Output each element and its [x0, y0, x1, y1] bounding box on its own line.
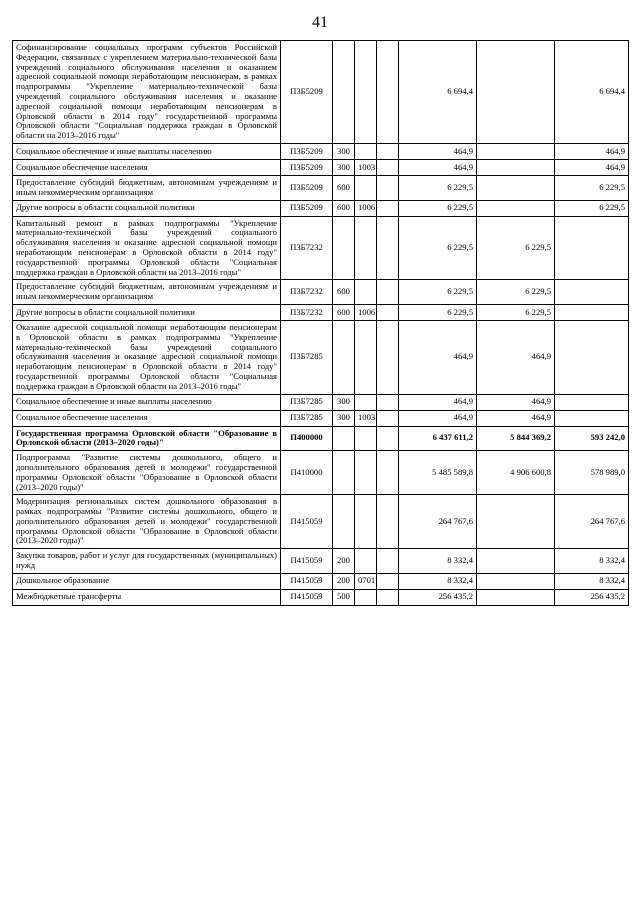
amount-regional-cell: 6 229,5	[477, 304, 555, 320]
target-code-cell: П415059	[281, 573, 333, 589]
section-code-cell	[355, 175, 377, 200]
row-name-cell: Предоставление субсидий бюджетным, автономным учреждениям и иным некоммерческим организациям	[13, 175, 281, 200]
page-number: 41	[312, 14, 328, 31]
amount-total-cell: 464,9	[399, 410, 477, 426]
section-code-cell	[355, 143, 377, 159]
row-name-cell: Софинансирование социальных программ субъектов Российской Федерации, связанных с укреплением материально-технической базы учреждений социального обслуживания населения и оказанием адресной социальной помощи неработающим пенсионерам, в рамках подпрограммы "Укрепление материально-технической базы учреждений социального обслуживания населения и оказание адресной социальной помощи неработающим пенсионерам в Орловской области в 2014 году" государственной программы Орловской области "Социальная поддержка граждан в Орловской области на 2013–2016 годы"	[13, 41, 281, 144]
amount-federal-cell	[555, 394, 629, 410]
subsection-cell	[377, 495, 399, 549]
amount-total-cell: 6 229,5	[399, 304, 477, 320]
amount-regional-cell: 6 229,5	[477, 280, 555, 305]
section-code-cell	[355, 394, 377, 410]
subsection-cell	[377, 410, 399, 426]
budget-table	[12, 40, 629, 606]
subsection-cell	[377, 41, 399, 144]
target-code-cell: П3Б5209	[281, 143, 333, 159]
target-code-cell: П3Б5209	[281, 200, 333, 216]
target-code-cell: П3Б7232	[281, 216, 333, 280]
amount-total-cell: 6 694,4	[399, 41, 477, 144]
table-row	[13, 320, 629, 394]
amount-regional-cell: 6 229,5	[477, 216, 555, 280]
amount-federal-cell	[555, 320, 629, 394]
table-row	[13, 41, 629, 144]
table-row	[13, 549, 629, 574]
expense-type-cell: 600	[333, 175, 355, 200]
amount-federal-cell: 578 989,0	[555, 451, 629, 495]
table-row	[13, 304, 629, 320]
subsection-cell	[377, 589, 399, 605]
amount-regional-cell	[477, 175, 555, 200]
expense-type-cell	[333, 495, 355, 549]
subsection-cell	[377, 320, 399, 394]
amount-regional-cell	[477, 589, 555, 605]
amount-federal-cell: 264 767,6	[555, 495, 629, 549]
section-code-cell	[355, 495, 377, 549]
target-code-cell: П3Б7232	[281, 280, 333, 305]
table-row	[13, 200, 629, 216]
row-name-cell: Предоставление субсидий бюджетным, автономным учреждениям и иным некоммерческим организациям	[13, 280, 281, 305]
row-name-cell: Межбюджетные трансферты	[13, 589, 281, 605]
target-code-cell: П400000	[281, 426, 333, 451]
expense-type-cell: 500	[333, 589, 355, 605]
amount-total-cell: 256 435,2	[399, 589, 477, 605]
amount-regional-cell	[477, 573, 555, 589]
amount-regional-cell: 4 906 600,8	[477, 451, 555, 495]
amount-federal-cell	[555, 304, 629, 320]
subsection-cell	[377, 426, 399, 451]
amount-total-cell: 8 332,4	[399, 549, 477, 574]
expense-type-cell	[333, 320, 355, 394]
section-code-cell	[355, 451, 377, 495]
amount-total-cell: 6 229,5	[399, 200, 477, 216]
subsection-cell	[377, 394, 399, 410]
amount-federal-cell: 6 229,5	[555, 200, 629, 216]
row-name-cell: Дошкольное образование	[13, 573, 281, 589]
target-code-cell: П3Б7285	[281, 410, 333, 426]
amount-total-cell: 8 332,4	[399, 573, 477, 589]
row-name-cell: Социальное обеспечение населения	[13, 159, 281, 175]
section-code-cell: 1006	[355, 200, 377, 216]
subsection-cell	[377, 573, 399, 589]
amount-federal-cell: 8 332,4	[555, 549, 629, 574]
section-code-cell: 1003	[355, 410, 377, 426]
target-code-cell: П415059	[281, 495, 333, 549]
amount-federal-cell: 6 229,5	[555, 175, 629, 200]
section-code-cell: 1003	[355, 159, 377, 175]
amount-federal-cell: 6 694,4	[555, 41, 629, 144]
subsection-cell	[377, 175, 399, 200]
expense-type-cell: 300	[333, 159, 355, 175]
amount-regional-cell: 464,9	[477, 410, 555, 426]
amount-federal-cell: 256 435,2	[555, 589, 629, 605]
target-code-cell: П3Б7285	[281, 320, 333, 394]
subsection-cell	[377, 451, 399, 495]
expense-type-cell	[333, 426, 355, 451]
section-code-cell	[355, 216, 377, 280]
amount-total-cell: 464,9	[399, 143, 477, 159]
section-code-cell: 0701	[355, 573, 377, 589]
amount-total-cell: 264 767,6	[399, 495, 477, 549]
amount-federal-cell	[555, 216, 629, 280]
expense-type-cell: 200	[333, 549, 355, 574]
table-row	[13, 495, 629, 549]
target-code-cell: П3Б7285	[281, 394, 333, 410]
section-code-cell	[355, 589, 377, 605]
subsection-cell	[377, 304, 399, 320]
table-row	[13, 410, 629, 426]
expense-type-cell	[333, 41, 355, 144]
amount-federal-cell	[555, 410, 629, 426]
row-name-cell: Социальное обеспечение и иные выплаты населению	[13, 143, 281, 159]
amount-regional-cell: 5 844 369,2	[477, 426, 555, 451]
target-code-cell: П410000	[281, 451, 333, 495]
table-row	[13, 216, 629, 280]
table-row	[13, 451, 629, 495]
subsection-cell	[377, 280, 399, 305]
amount-total-cell: 6 437 611,2	[399, 426, 477, 451]
expense-type-cell: 600	[333, 280, 355, 305]
row-name-cell: Социальное обеспечение населения	[13, 410, 281, 426]
section-code-cell	[355, 426, 377, 451]
section-code-cell	[355, 549, 377, 574]
target-code-cell: П3Б7232	[281, 304, 333, 320]
row-name-cell: Модернизация региональных систем дошкольного образования в рамках подпрограммы "Развитие системы дошкольного, общего и дополнительного образования детей и молодежи" государственной программы Орловской области "Образование в Орловской области (2013–2020 годы)"	[13, 495, 281, 549]
amount-total-cell: 464,9	[399, 394, 477, 410]
amount-total-cell: 5 485 589,8	[399, 451, 477, 495]
expense-type-cell: 200	[333, 573, 355, 589]
table-row	[13, 175, 629, 200]
expense-type-cell	[333, 216, 355, 280]
subsection-cell	[377, 143, 399, 159]
table-row	[13, 159, 629, 175]
table-row	[13, 394, 629, 410]
amount-regional-cell: 464,9	[477, 394, 555, 410]
amount-total-cell: 6 229,5	[399, 216, 477, 280]
target-code-cell: П3Б5209	[281, 159, 333, 175]
amount-regional-cell	[477, 159, 555, 175]
amount-federal-cell: 464,9	[555, 159, 629, 175]
section-code-cell: 1006	[355, 304, 377, 320]
amount-federal-cell	[555, 280, 629, 305]
amount-federal-cell: 593 242,0	[555, 426, 629, 451]
amount-total-cell: 6 229,5	[399, 280, 477, 305]
amount-regional-cell	[477, 549, 555, 574]
table-row	[13, 426, 629, 451]
amount-federal-cell: 464,9	[555, 143, 629, 159]
amount-federal-cell: 8 332,4	[555, 573, 629, 589]
table-row	[13, 573, 629, 589]
amount-total-cell: 6 229,5	[399, 175, 477, 200]
table-row	[13, 280, 629, 305]
target-code-cell: П415059	[281, 549, 333, 574]
amount-regional-cell	[477, 41, 555, 144]
expense-type-cell: 600	[333, 304, 355, 320]
amount-total-cell: 464,9	[399, 320, 477, 394]
table-row	[13, 589, 629, 605]
amount-regional-cell	[477, 495, 555, 549]
expense-type-cell	[333, 451, 355, 495]
row-name-cell: Закупка товаров, работ и услуг для государственных (муниципальных) нужд	[13, 549, 281, 574]
expense-type-cell: 300	[333, 410, 355, 426]
row-name-cell: Государственная программа Орловской области "Образование в Орловской области (2013–2020 годы)"	[13, 426, 281, 451]
row-name-cell: Оказание адресной социальной помощи неработающим пенсионерам в Орловской области в рамках подпрограммы "Укрепление материально-технической базы учреждений социального обслуживания населения и оказание адресной социальной помощи неработающим пенсионерам в Орловской области в 2014 году" государственной программы Орловской области "Социальная поддержка граждан в Орловской области на 2013–2016 годы"	[13, 320, 281, 394]
amount-regional-cell	[477, 200, 555, 216]
row-name-cell: Другие вопросы в области социальной политики	[13, 304, 281, 320]
row-name-cell: Социальное обеспечение и иные выплаты населению	[13, 394, 281, 410]
table-row	[13, 143, 629, 159]
row-name-cell: Другие вопросы в области социальной политики	[13, 200, 281, 216]
subsection-cell	[377, 159, 399, 175]
target-code-cell: П415059	[281, 589, 333, 605]
amount-total-cell: 464,9	[399, 159, 477, 175]
expense-type-cell: 300	[333, 143, 355, 159]
subsection-cell	[377, 216, 399, 280]
section-code-cell	[355, 280, 377, 305]
amount-regional-cell: 464,9	[477, 320, 555, 394]
target-code-cell: П3Б5209	[281, 175, 333, 200]
amount-regional-cell	[477, 143, 555, 159]
subsection-cell	[377, 549, 399, 574]
row-name-cell: Капитальный ремонт в рамках подпрограммы "Укрепление материально-технической базы учреждений социального обслуживания населения и оказание адресной социальной помощи неработающим пенсионерам в Орловской области в 2014 году" государственной программы Орловской области "Социальная поддержка граждан в Орловской области на 2013–2016 годы"	[13, 216, 281, 280]
section-code-cell	[355, 41, 377, 144]
subsection-cell	[377, 200, 399, 216]
section-code-cell	[355, 320, 377, 394]
row-name-cell: Подпрограмма "Развитие системы дошкольного, общего и дополнительного образования детей и молодежи" государственной программы Орловской области "Образование в Орловской области (2013–2020 годы)"	[13, 451, 281, 495]
target-code-cell: П3Б5209	[281, 41, 333, 144]
expense-type-cell: 300	[333, 394, 355, 410]
expense-type-cell: 600	[333, 200, 355, 216]
